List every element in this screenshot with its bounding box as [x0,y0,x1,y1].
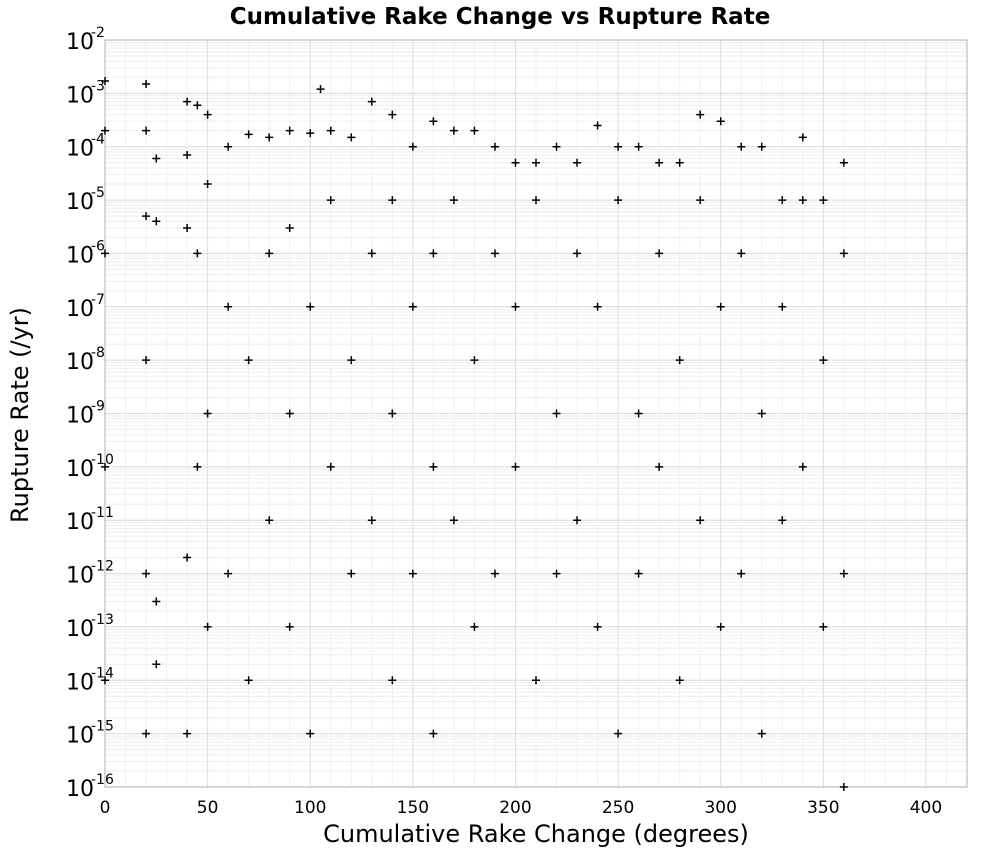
y-tick-exponent: -11 [91,505,114,522]
y-tick-base: 10 [66,403,94,429]
y-tick-base: 10 [66,136,94,162]
y-tick-base: 10 [66,190,94,216]
x-tick-label: 350 [807,798,840,818]
y-tick-exponent: -14 [91,665,114,682]
y-tick-exponent: -9 [91,398,105,415]
y-tick-base: 10 [66,296,94,322]
x-tick-label: 0 [99,798,111,818]
chart-title: Cumulative Rake Change vs Rupture Rate [229,4,771,30]
y-tick-base: 10 [66,243,94,269]
x-tick-label: 200 [499,798,532,818]
y-tick-exponent: -12 [91,558,114,575]
y-tick-exponent: -7 [91,291,105,308]
y-tick-base: 10 [66,350,94,376]
y-tick-exponent: -2 [91,25,105,41]
x-tick-label: 100 [294,798,327,818]
y-tick-exponent: -16 [91,772,114,788]
y-tick-exponent: -8 [91,345,105,362]
y-tick-exponent: -10 [91,451,114,468]
y-tick-base: 10 [66,30,94,55]
y-tick-exponent: -5 [91,185,105,202]
y-tick-exponent: -3 [91,78,105,95]
y-tick-exponent: -4 [91,131,105,148]
x-axis-label: Cumulative Rake Change (degrees) [323,820,749,848]
y-tick-base: 10 [66,777,94,802]
y-tick-base: 10 [66,563,94,589]
x-tick-label: 300 [704,798,737,818]
y-tick-exponent: -6 [91,238,105,255]
y-tick-base: 10 [66,83,94,109]
y-tick-base: 10 [66,456,94,482]
y-tick-base: 10 [66,616,94,642]
x-tick-label: 50 [196,798,219,818]
y-tick-base: 10 [66,670,94,696]
y-tick-exponent: -13 [91,611,114,628]
y-axis-label: Rupture Rate (/yr) [6,307,34,523]
x-tick-label: 400 [909,798,943,818]
x-tick-label: 250 [601,798,635,818]
y-tick-exponent: -15 [91,718,114,735]
y-tick-base: 10 [66,723,94,749]
x-tick-label: 150 [396,798,430,818]
y-tick-base: 10 [66,510,94,536]
